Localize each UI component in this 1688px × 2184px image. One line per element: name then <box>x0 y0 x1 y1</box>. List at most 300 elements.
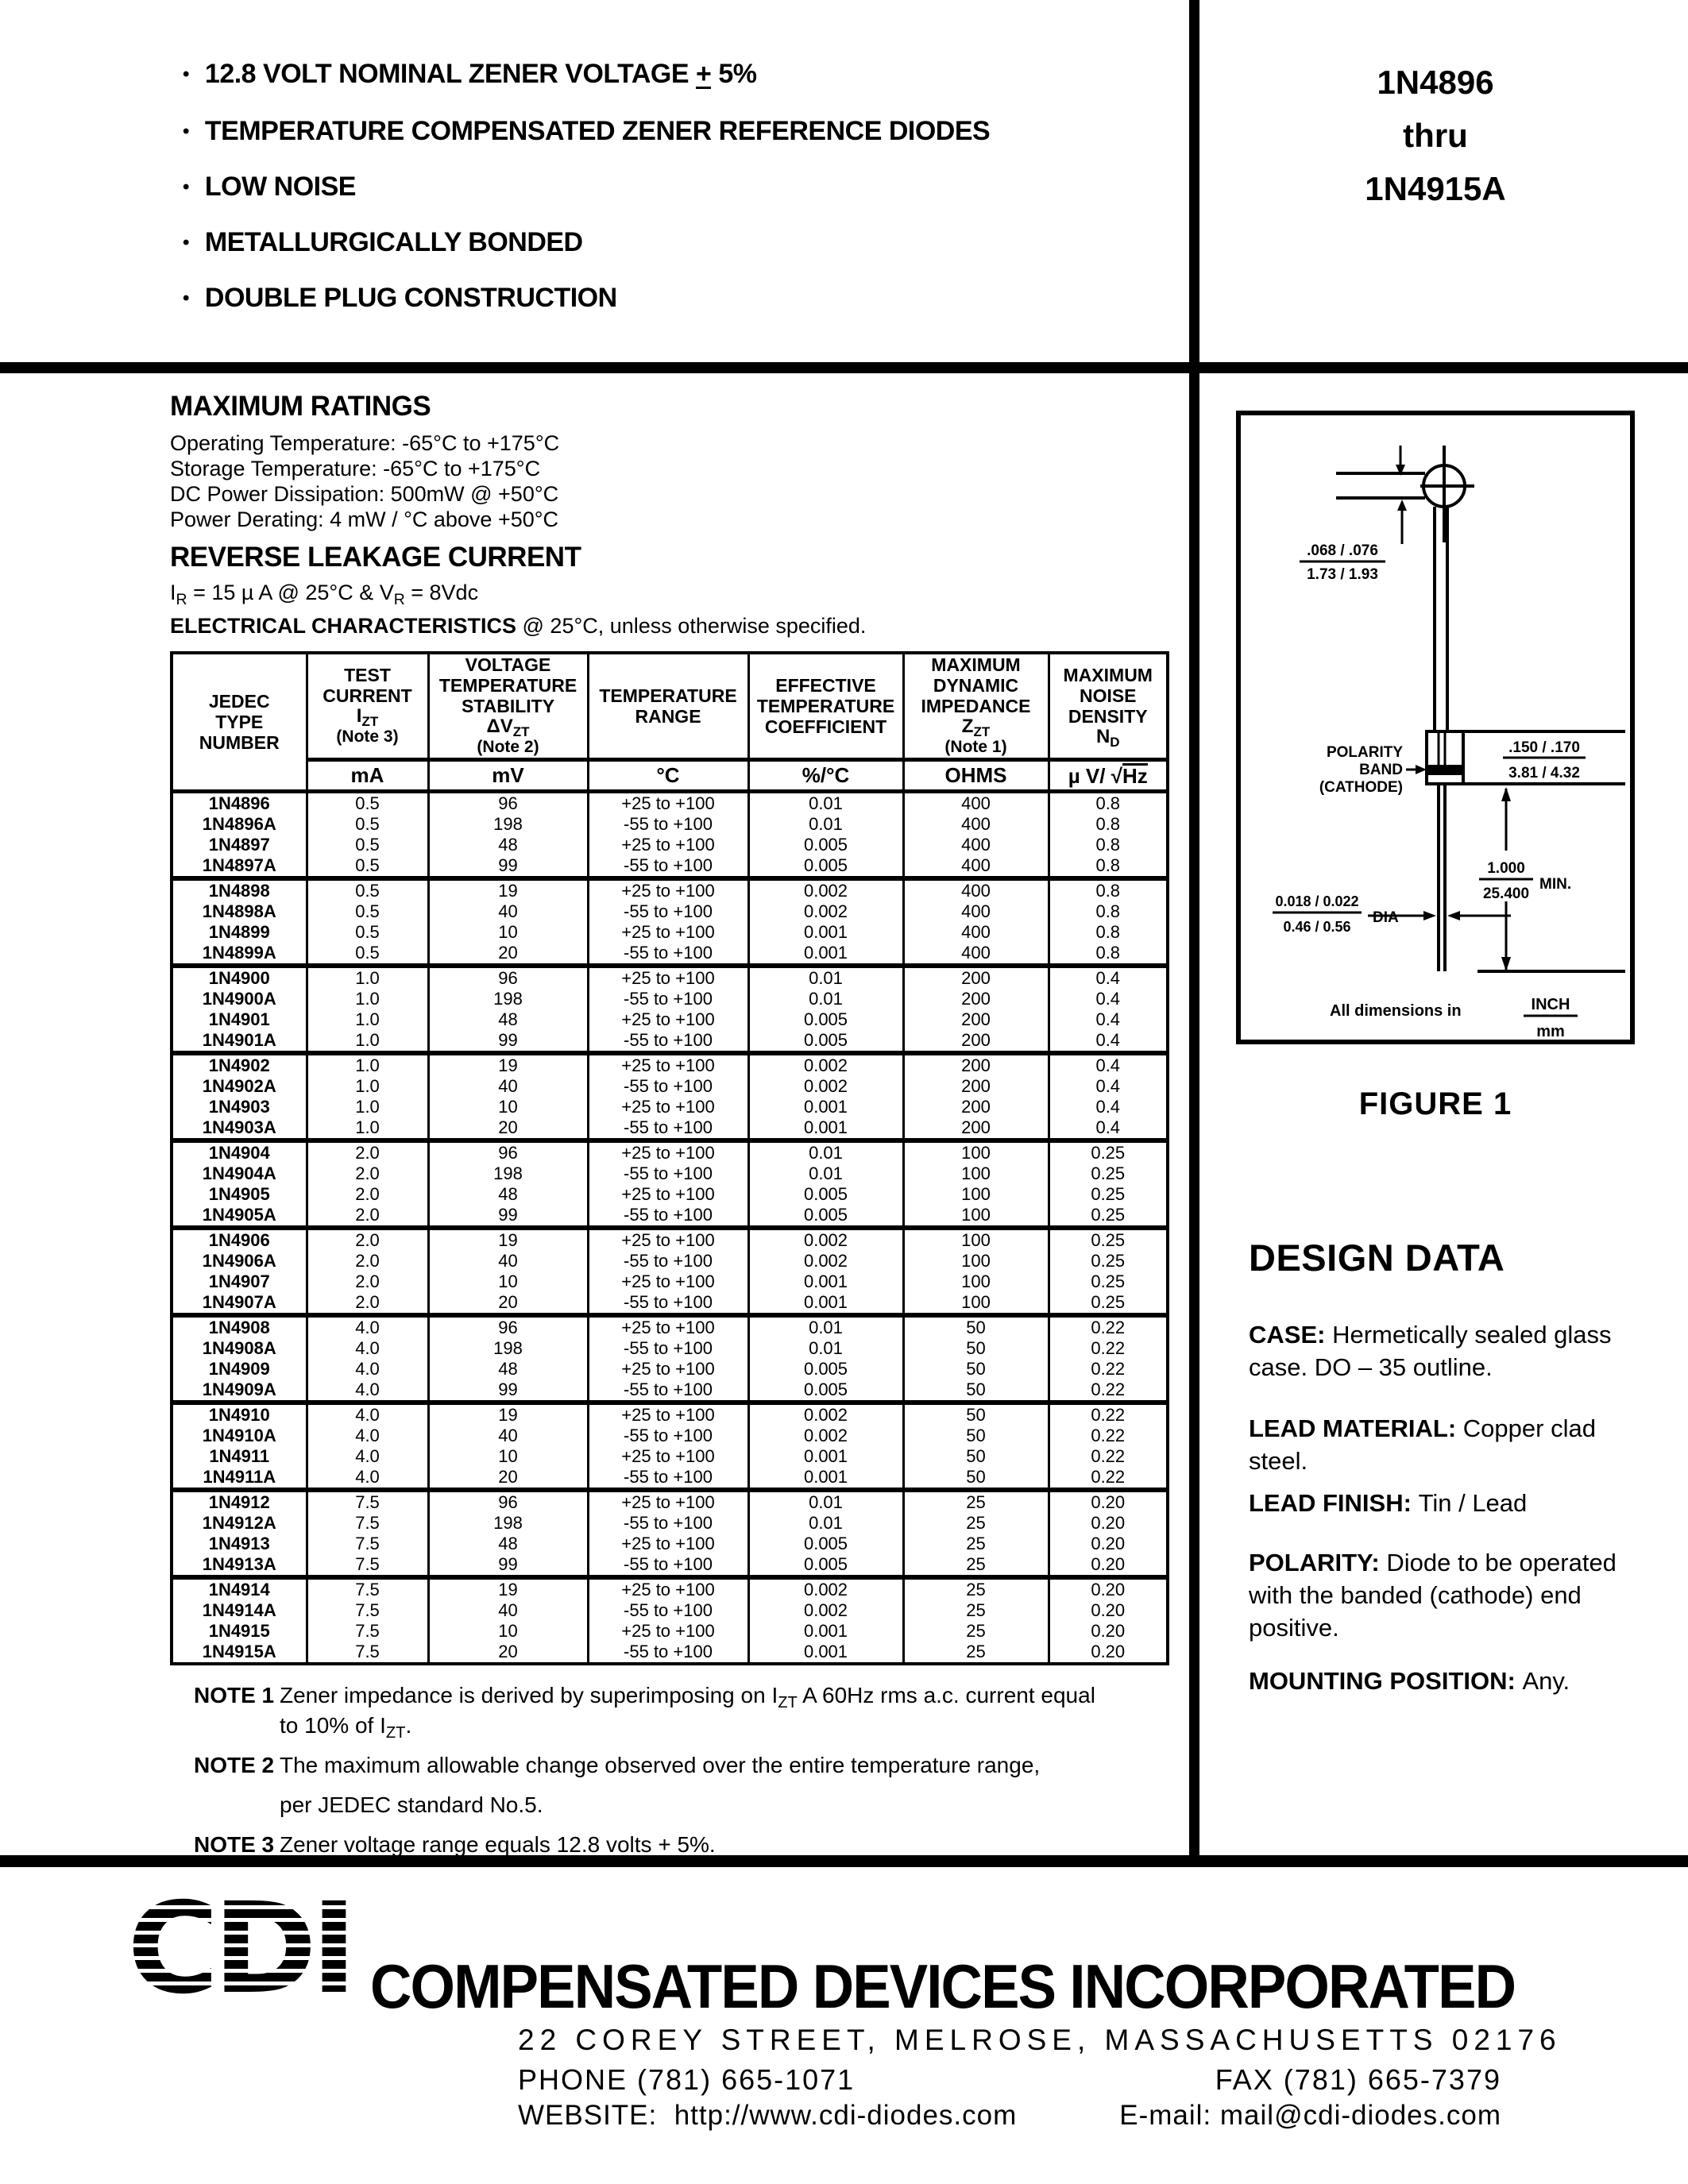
table-row <box>172 1554 1168 1577</box>
part-type-cell: 1N4913 <box>172 1534 307 1554</box>
dim-lead-dia-label: DIA <box>1373 909 1399 926</box>
email-item <box>1119 2100 1501 2132</box>
bullet-item <box>183 172 1168 203</box>
part-type-cell: 1N4898A <box>172 901 307 922</box>
spec-value-cell: 0.005 <box>748 1009 903 1030</box>
dim-lead-len-min: MIN. <box>1539 876 1572 893</box>
spec-value-cell: 200 <box>903 1117 1049 1140</box>
spec-value-cell: 200 <box>903 1030 1049 1053</box>
spec-value-cell: 4.0 <box>307 1315 428 1338</box>
spec-value-cell: 25 <box>903 1513 1049 1534</box>
spec-value-cell: 0.20 <box>1049 1642 1168 1664</box>
spec-value-cell: 7.5 <box>307 1577 428 1600</box>
spec-value-cell: +25 to +100 <box>588 1403 748 1426</box>
spec-value-cell: 96 <box>428 1315 588 1338</box>
rating-line: Operating Temperature: -65°C to +175°C <box>170 431 560 455</box>
table-row <box>172 1097 1168 1117</box>
spec-value-cell: +25 to +100 <box>588 835 748 855</box>
spec-value-cell: 0.25 <box>1049 1163 1168 1184</box>
spec-value-cell: 20 <box>428 1467 588 1490</box>
note-item <box>194 1680 1175 1741</box>
spec-value-cell: +25 to +100 <box>588 1446 748 1467</box>
spec-value-cell: 0.01 <box>748 1490 903 1513</box>
spec-value-cell: 25 <box>903 1600 1049 1621</box>
spec-value-cell: 0.005 <box>748 1379 903 1403</box>
spec-value-cell: 0.20 <box>1049 1554 1168 1577</box>
spec-value-cell: 0.01 <box>748 1513 903 1534</box>
spec-value-cell: 10 <box>428 1271 588 1292</box>
part-type-cell: 1N4902 <box>172 1053 307 1076</box>
table-row <box>172 1163 1168 1184</box>
table-row <box>172 989 1168 1009</box>
units-inch-label: INCH <box>1531 996 1570 1013</box>
spec-value-cell: 100 <box>903 1205 1049 1228</box>
spec-value-cell: +25 to +100 <box>588 878 748 901</box>
part-type-cell: 1N4899 <box>172 922 307 943</box>
part-type-cell: 1N4909 <box>172 1359 307 1379</box>
column-header: MAXIMUM DYNAMIC IMPEDANCE $Z_{ZT}$ (Note 1) <box>903 653 1049 760</box>
spec-value-cell: 0.002 <box>748 1251 903 1271</box>
spec-value-cell: 50 <box>903 1403 1049 1426</box>
bullet-text: 12.8 VOLT NOMINAL ZENER VOLTAGE + 5% <box>204 59 757 89</box>
spec-value-cell: 20 <box>428 943 588 966</box>
spec-value-cell: 400 <box>903 878 1049 901</box>
spec-value-cell: 0.4 <box>1049 1009 1168 1030</box>
polarity-band <box>1427 765 1463 775</box>
spec-value-cell: 4.0 <box>307 1403 428 1426</box>
spec-value-cell: 200 <box>903 989 1049 1009</box>
sqrt-vinculum: Hz <box>1122 763 1148 788</box>
spec-value-cell: +25 to +100 <box>588 1140 748 1163</box>
spec-value-cell: 0.01 <box>748 792 903 815</box>
spec-value-cell: +25 to +100 <box>588 1228 748 1251</box>
spec-value-cell: -55 to +100 <box>588 1076 748 1097</box>
part-type-cell: 1N4912 <box>172 1490 307 1513</box>
table-row <box>172 1577 1168 1600</box>
spec-value-cell: 0.002 <box>748 878 903 901</box>
part-number-thru: thru <box>1403 117 1468 154</box>
dim-lead-dia-inch: 0.018 / 0.022 <box>1275 893 1359 909</box>
spec-value-cell: 0.8 <box>1049 792 1168 815</box>
spec-value-cell: 50 <box>903 1315 1049 1338</box>
part-type-cell: 1N4908 <box>172 1315 307 1338</box>
spec-value-cell: 0.002 <box>748 1403 903 1426</box>
horizontal-divider <box>0 362 1688 373</box>
feature-bullet-list <box>183 60 1168 340</box>
spec-value-cell: 400 <box>903 835 1049 855</box>
spec-value-cell: 100 <box>903 1292 1049 1315</box>
spec-value-cell: 100 <box>903 1184 1049 1205</box>
spec-value-cell: 96 <box>428 966 588 989</box>
table-header-row <box>172 653 1168 760</box>
company-name: COMPENSATED DEVICES INCORPORATED <box>370 1951 1516 2021</box>
reverse-leakage-line: $I_R = 15$ µ A @ 25°C & $V_R = 8Vdc$ <box>170 581 479 608</box>
table-row <box>172 1379 1168 1403</box>
part-type-cell: 1N4902A <box>172 1076 307 1097</box>
dim-body-dia-inch: .068 / .076 <box>1307 542 1378 559</box>
spec-value-cell: 99 <box>428 1554 588 1577</box>
spec-value-cell: 0.001 <box>748 1271 903 1292</box>
table-row <box>172 901 1168 922</box>
rating-line: DC Power Dissipation: 500mW @ +50°C <box>170 482 559 506</box>
spec-value-cell: 0.22 <box>1049 1338 1168 1359</box>
column-note-ref: (Note 2) <box>477 738 539 756</box>
spec-value-cell: 50 <box>903 1379 1049 1403</box>
spec-value-cell: 0.22 <box>1049 1359 1168 1379</box>
part-type-cell: 1N4913A <box>172 1554 307 1577</box>
spec-value-cell: 198 <box>428 989 588 1009</box>
spec-value-cell: 25 <box>903 1642 1049 1664</box>
spec-value-cell: 10 <box>428 1621 588 1642</box>
spec-value-cell: 0.25 <box>1049 1251 1168 1271</box>
design-item <box>1249 1546 1658 1644</box>
spec-value-cell: 100 <box>903 1228 1049 1251</box>
bullet-text: LOW NOISE <box>204 172 356 203</box>
spec-value-cell: 0.25 <box>1049 1271 1168 1292</box>
note-label: NOTE 3 <box>194 1832 275 1857</box>
spec-value-cell: 0.001 <box>748 1117 903 1140</box>
spec-value-cell: 0.5 <box>307 943 428 966</box>
spec-value-cell: 48 <box>428 1184 588 1205</box>
spec-value-cell: +25 to +100 <box>588 1490 748 1513</box>
design-item-label: LEAD FINISH: <box>1249 1489 1419 1517</box>
part-type-cell: 1N4907 <box>172 1271 307 1292</box>
spec-value-cell: 0.5 <box>307 814 428 835</box>
spec-value-cell: 2.0 <box>307 1205 428 1228</box>
sqrt-hz: √Hz <box>1111 763 1148 788</box>
table-row <box>172 1251 1168 1271</box>
spec-value-cell: 0.20 <box>1049 1490 1168 1513</box>
spec-value-cell: 0.002 <box>748 901 903 922</box>
spec-value-cell: 0.002 <box>748 1577 903 1600</box>
spec-value-cell: 10 <box>428 922 588 943</box>
spec-value-cell: 0.005 <box>748 1030 903 1053</box>
note-label: NOTE 2 <box>194 1753 275 1777</box>
company-address: 22 COREY STREET, MELROSE, MASSACHUSETTS 02176 <box>518 2024 1562 2056</box>
table-row <box>172 1426 1168 1446</box>
spec-value-cell: 0.01 <box>748 1315 903 1338</box>
note-text <box>280 1750 1040 1820</box>
design-item-label: MOUNTING POSITION: <box>1249 1667 1523 1695</box>
unit-header: OHMS <box>903 760 1049 792</box>
spec-value-cell: 2.0 <box>307 1251 428 1271</box>
part-number-last: 1N4915A <box>1365 170 1506 207</box>
spec-value-cell: 1.0 <box>307 1076 428 1097</box>
part-type-cell: 1N4900 <box>172 966 307 989</box>
column-header: EFFECTIVE TEMPERATURE COEFFICIENT <box>748 653 903 760</box>
spec-value-cell: 19 <box>428 1577 588 1600</box>
table-row <box>172 1271 1168 1292</box>
spec-value-cell: 0.4 <box>1049 1030 1168 1053</box>
part-type-cell: 1N4906 <box>172 1228 307 1251</box>
electrical-characteristics-label: ELECTRICAL CHARACTERISTICS <box>170 614 517 638</box>
spec-value-cell: 0.4 <box>1049 1097 1168 1117</box>
spec-value-cell: 4.0 <box>307 1359 428 1379</box>
rating-line: Storage Temperature: -65°C to +175°C <box>170 457 541 480</box>
spec-value-cell: 0.001 <box>748 1642 903 1664</box>
spec-value-cell: 40 <box>428 901 588 922</box>
spec-value-cell: 0.8 <box>1049 901 1168 922</box>
polarity-callout-line2: BAND <box>1359 762 1403 778</box>
part-type-cell: 1N4906A <box>172 1251 307 1271</box>
note-text <box>280 1680 1095 1741</box>
spec-value-cell: -55 to +100 <box>588 1251 748 1271</box>
spec-value-cell: 0.5 <box>307 835 428 855</box>
part-type-cell: 1N4901 <box>172 1009 307 1030</box>
column-symbol: $I_{ZT}$ <box>356 705 379 730</box>
spec-value-cell: 0.8 <box>1049 835 1168 855</box>
spec-value-cell: 96 <box>428 792 588 815</box>
spec-value-cell: -55 to +100 <box>588 1338 748 1359</box>
diode-outline-drawing <box>1241 415 1630 1040</box>
column-symbol: $\Delta V_{ZT}$ <box>486 716 530 740</box>
table-row <box>172 792 1168 815</box>
spec-value-cell: 0.4 <box>1049 1117 1168 1140</box>
spec-value-cell: 100 <box>903 1271 1049 1292</box>
part-type-cell: 1N4896A <box>172 814 307 835</box>
spec-value-cell: 0.5 <box>307 878 428 901</box>
vertical-divider <box>1189 0 1199 1855</box>
spec-value-cell: 0.002 <box>748 1053 903 1076</box>
spec-value-cell: 48 <box>428 835 588 855</box>
spec-value-cell: 0.002 <box>748 1228 903 1251</box>
spec-value-cell: 0.4 <box>1049 1053 1168 1076</box>
spec-value-cell: 0.4 <box>1049 989 1168 1009</box>
spec-value-cell: 19 <box>428 1403 588 1426</box>
spec-value-cell: 0.005 <box>748 1534 903 1554</box>
spec-value-cell: -55 to +100 <box>588 1513 748 1534</box>
part-type-cell: 1N4915A <box>172 1642 307 1664</box>
spec-value-cell: 0.001 <box>748 922 903 943</box>
spec-value-cell: -55 to +100 <box>588 1163 748 1184</box>
spec-value-cell: 48 <box>428 1009 588 1030</box>
spec-value-cell: 19 <box>428 1053 588 1076</box>
table-row <box>172 943 1168 966</box>
spec-value-cell: 198 <box>428 1513 588 1534</box>
fax-number: FAX (781) 665-7379 <box>1215 2063 1501 2096</box>
spec-value-cell: 50 <box>903 1467 1049 1490</box>
spec-value-cell: 7.5 <box>307 1513 428 1534</box>
electrical-characteristics-line <box>170 613 1179 639</box>
table-row <box>172 1184 1168 1205</box>
spec-value-cell: 0.8 <box>1049 922 1168 943</box>
dim-body-len-mm: 3.81 / 4.32 <box>1508 765 1580 781</box>
spec-value-cell: 96 <box>428 1140 588 1163</box>
spec-value-cell: 0.005 <box>748 1184 903 1205</box>
electrical-characteristics-table <box>170 651 1169 1665</box>
part-type-cell: 1N4910A <box>172 1426 307 1446</box>
spec-value-cell: -55 to +100 <box>588 1600 748 1621</box>
spec-value-cell: 0.25 <box>1049 1228 1168 1251</box>
table-row <box>172 1030 1168 1053</box>
spec-value-cell: 2.0 <box>307 1228 428 1251</box>
design-item-label: LEAD MATERIAL: <box>1249 1414 1463 1442</box>
spec-value-cell: -55 to +100 <box>588 1642 748 1664</box>
dim-lead-len-mm: 25.400 <box>1482 886 1530 902</box>
spec-value-cell: 0.22 <box>1049 1467 1168 1490</box>
spec-value-cell: 0.8 <box>1049 943 1168 966</box>
spec-value-cell: +25 to +100 <box>588 1271 748 1292</box>
spec-value-cell: 99 <box>428 1205 588 1228</box>
table-row <box>172 1621 1168 1642</box>
spec-value-cell: 0.22 <box>1049 1315 1168 1338</box>
spec-value-cell: 25 <box>903 1577 1049 1600</box>
website-url: http://www.cdi-diodes.com <box>674 2100 1018 2131</box>
table-row <box>172 1338 1168 1359</box>
design-item-text: Tin / Lead <box>1418 1489 1528 1517</box>
spec-value-cell: 0.005 <box>748 1359 903 1379</box>
note-line: Zener impedance is derived by superimposing on $I_{ZT}$ A 60Hz rms a.c. current equal <box>280 1683 1095 1712</box>
spec-value-cell: 400 <box>903 901 1049 922</box>
part-type-cell: 1N4911 <box>172 1446 307 1467</box>
design-item-text: Diode to be operated with the banded (cathode) end positive. <box>1249 1549 1617 1642</box>
table-row <box>172 1642 1168 1664</box>
table-row <box>172 835 1168 855</box>
design-item-text: Hermetically sealed glass case. DO – 35 outline. <box>1249 1321 1612 1381</box>
spec-value-cell: 0.005 <box>748 1205 903 1228</box>
part-type-cell: 1N4914 <box>172 1577 307 1600</box>
spec-value-cell: 4.0 <box>307 1379 428 1403</box>
table-row <box>172 1292 1168 1315</box>
spec-value-cell: 50 <box>903 1426 1049 1446</box>
column-note-ref: (Note 3) <box>336 727 399 746</box>
spec-value-cell: 400 <box>903 814 1049 835</box>
note-text <box>280 1830 716 1860</box>
spec-value-cell: 50 <box>903 1338 1049 1359</box>
table-row <box>172 1467 1168 1490</box>
bullet-text: METALLURGICALLY BONDED <box>204 227 583 258</box>
part-type-cell: 1N4908A <box>172 1338 307 1359</box>
spec-value-cell: 1.0 <box>307 989 428 1009</box>
spec-value-cell: 1.0 <box>307 1009 428 1030</box>
spec-value-cell: 4.0 <box>307 1446 428 1467</box>
dim-body-len-inch: .150 / .170 <box>1508 739 1580 756</box>
spec-value-cell: 4.0 <box>307 1467 428 1490</box>
spec-value-cell: -55 to +100 <box>588 814 748 835</box>
part-type-cell: 1N4900A <box>172 989 307 1009</box>
part-type-cell: 1N4909A <box>172 1379 307 1403</box>
table-row <box>172 966 1168 989</box>
spec-value-cell: 10 <box>428 1446 588 1467</box>
spec-value-cell: +25 to +100 <box>588 1315 748 1338</box>
column-symbol: $Z_{ZT}$ <box>961 716 991 740</box>
units-mm-label: mm <box>1536 1023 1565 1040</box>
figure1-outline-box <box>1236 411 1635 1044</box>
spec-value-cell: 99 <box>428 1379 588 1403</box>
table-row <box>172 1140 1168 1163</box>
spec-value-cell: 0.8 <box>1049 814 1168 835</box>
spec-value-cell: 50 <box>903 1446 1049 1467</box>
spec-value-cell: 400 <box>903 922 1049 943</box>
design-item <box>1249 1665 1658 1697</box>
design-item-label: CASE: <box>1249 1321 1333 1349</box>
spec-value-cell: 0.01 <box>748 1163 903 1184</box>
part-type-cell: 1N4904 <box>172 1140 307 1163</box>
spec-value-cell: 2.0 <box>307 1184 428 1205</box>
spec-value-cell: 0.002 <box>748 1426 903 1446</box>
spec-value-cell: 0.20 <box>1049 1513 1168 1534</box>
spec-value-cell: -55 to +100 <box>588 943 748 966</box>
spec-value-cell: 400 <box>903 792 1049 815</box>
table-row <box>172 1205 1168 1228</box>
spec-value-cell: -55 to +100 <box>588 1554 748 1577</box>
spec-value-cell: 0.25 <box>1049 1292 1168 1315</box>
part-number-block <box>1236 56 1635 215</box>
spec-value-cell: 0.002 <box>748 1600 903 1621</box>
bullet-item <box>183 118 1168 145</box>
spec-value-cell: 7.5 <box>307 1490 428 1513</box>
part-type-cell: 1N4911A <box>172 1467 307 1490</box>
spec-value-cell: 200 <box>903 966 1049 989</box>
spec-value-cell: 19 <box>428 878 588 901</box>
bullet-text: DOUBLE PLUG CONSTRUCTION <box>204 283 617 314</box>
spec-value-cell: 0.01 <box>748 814 903 835</box>
spec-value-cell: 25 <box>903 1554 1049 1577</box>
spec-value-cell: 4.0 <box>307 1426 428 1446</box>
spec-value-cell: 99 <box>428 855 588 878</box>
spec-value-cell: +25 to +100 <box>588 966 748 989</box>
spec-value-cell: +25 to +100 <box>588 1009 748 1030</box>
spec-value-cell: 198 <box>428 814 588 835</box>
spec-value-cell: 1.0 <box>307 1117 428 1140</box>
spec-value-cell: 1.0 <box>307 1053 428 1076</box>
spec-value-cell: 0.001 <box>748 1292 903 1315</box>
table-row <box>172 855 1168 878</box>
design-item-text: Copper clad steel. <box>1249 1414 1596 1475</box>
reverse-leakage-title: REVERSE LEAKAGE CURRENT <box>170 542 581 573</box>
design-item <box>1249 1412 1658 1477</box>
phone-number: PHONE (781) 665-1071 <box>518 2063 856 2096</box>
spec-value-cell: 400 <box>903 943 1049 966</box>
phone-fax-row <box>518 2063 1501 2097</box>
spec-value-cell: +25 to +100 <box>588 1534 748 1554</box>
maximum-ratings-title: MAXIMUM RATINGS <box>170 391 431 422</box>
spec-value-cell: 100 <box>903 1140 1049 1163</box>
spec-value-cell: 198 <box>428 1338 588 1359</box>
part-type-cell: 1N4899A <box>172 943 307 966</box>
spec-value-cell: 40 <box>428 1426 588 1446</box>
spec-value-cell: 20 <box>428 1642 588 1664</box>
spec-value-cell: 0.01 <box>748 1140 903 1163</box>
part-type-cell: 1N4898 <box>172 878 307 901</box>
spec-value-cell: 0.001 <box>748 1621 903 1642</box>
spec-value-cell: 1.0 <box>307 966 428 989</box>
spec-value-cell: -55 to +100 <box>588 1205 748 1228</box>
bullet-text: TEMPERATURE COMPENSATED ZENER REFERENCE DIODES <box>204 116 991 147</box>
table-row <box>172 878 1168 901</box>
electrical-characteristics-suffix: @ 25°C, unless otherwise specified. <box>516 614 867 638</box>
note-line: to 10% of $I_{ZT}$. <box>280 1713 412 1742</box>
unit-header: µ V/ √Hz <box>1049 760 1168 792</box>
plus-minus: + <box>696 59 712 89</box>
dim-lead-dia-mm: 0.46 / 0.56 <box>1283 919 1351 935</box>
spec-value-cell: 100 <box>903 1163 1049 1184</box>
spec-value-cell: 0.002 <box>748 1076 903 1097</box>
spec-value-cell: 0.22 <box>1049 1446 1168 1467</box>
column-note-ref: (Note 1) <box>944 738 1007 756</box>
spec-value-cell: 10 <box>428 1097 588 1117</box>
table-row <box>172 1117 1168 1140</box>
table-row <box>172 1228 1168 1251</box>
spec-value-cell: 0.5 <box>307 901 428 922</box>
bullet-item <box>183 283 1168 314</box>
spec-value-cell: 1.0 <box>307 1030 428 1053</box>
bullet-icon: • <box>183 232 189 254</box>
spec-value-cell: -55 to +100 <box>588 855 748 878</box>
spec-value-cell: 0.001 <box>748 1467 903 1490</box>
part-type-cell: 1N4907A <box>172 1292 307 1315</box>
spec-value-cell: 7.5 <box>307 1554 428 1577</box>
